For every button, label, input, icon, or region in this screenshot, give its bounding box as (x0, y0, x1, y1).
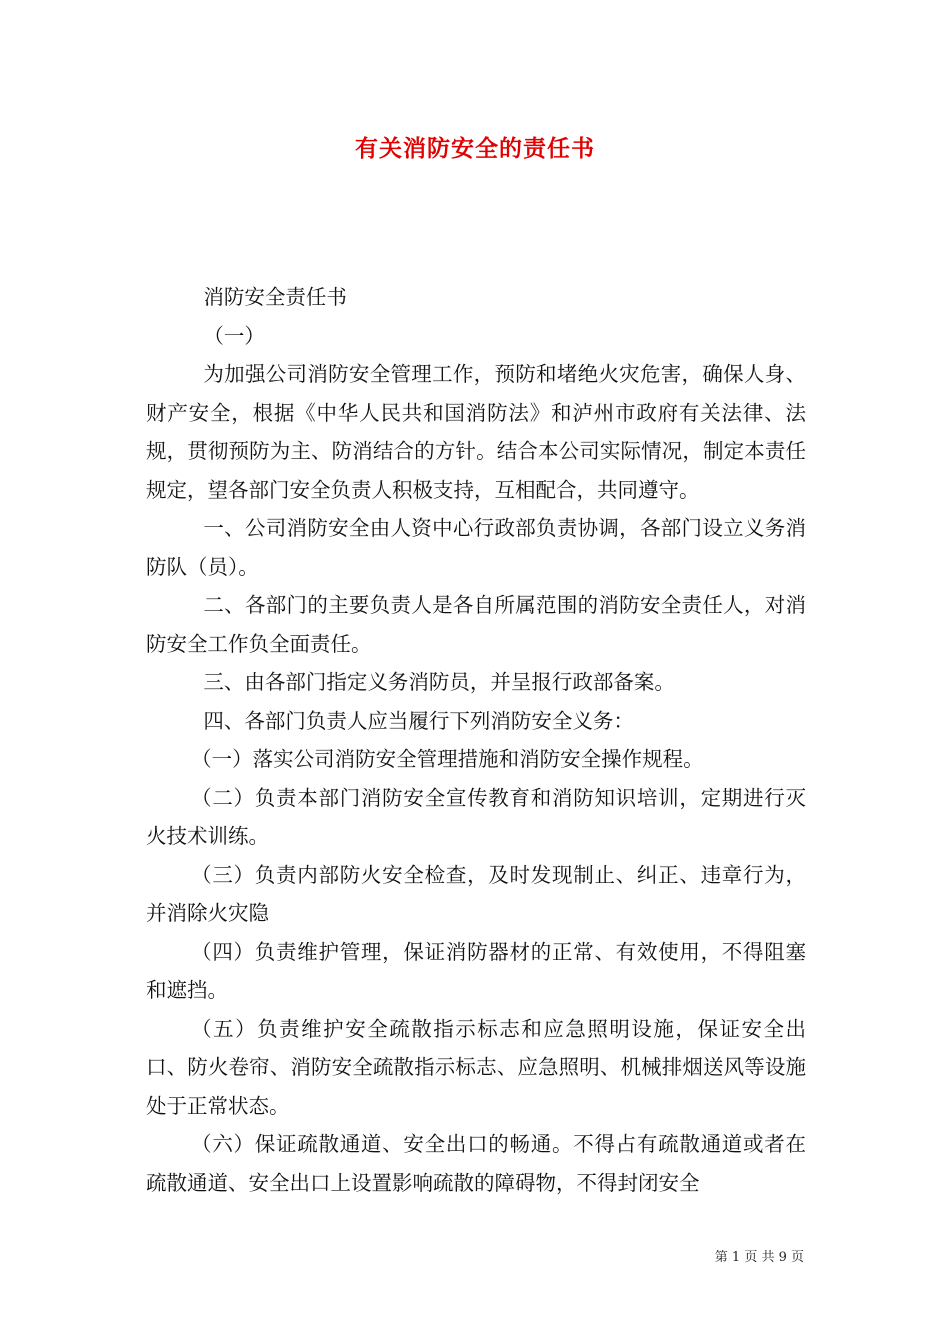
document-body (146, 278, 806, 1202)
section-number: （一） (203, 323, 265, 348)
paragraph-intro: 为加强公司消防安全管理工作，预防和堵绝火灾危害，确保人身、财产安全，根据《中华人民共和国消防法》和泸州市政府有关法律、法规，贯彻预防为主、防消结合的方针。结合本公司实际情况，制定本责任规定，望各部门安全负责人积极支持，互相配合，共同遵守。 (146, 362, 806, 502)
paragraph-item-2: 二、各部门的主要负责人是各自所属范围的消防安全责任人，对消防安全工作负全面责任。 (146, 593, 806, 656)
page-number: 第 1 页 共 9 页 (714, 1250, 804, 1265)
paragraph-subitem-2: （二）负责本部门消防安全宣传教育和消防知识培训，定期进行灭火技术训练。 (146, 785, 806, 848)
paragraph-subitem-6: （六）保证疏散通道、安全出口的畅通。不得占有疏散通道或者在疏散通道、安全出口上设置影响疏散的障碍物，不得封闭安全 (146, 1132, 806, 1195)
paragraph-subitem-1: （一）落实公司消防安全管理措施和消防安全操作规程。 (191, 747, 704, 771)
section-heading: 消防安全责任书 (203, 285, 347, 309)
paragraph-item-3: 三、由各部门指定义务消防员，并呈报行政部备案。 (203, 670, 675, 694)
paragraph-subitem-4: （四）负责维护管理，保证消防器材的正常、有效使用，不得阻塞和遮挡。 (146, 939, 806, 1002)
paragraph-item-1: 一、公司消防安全由人资中心行政部负责协调，各部门设立义务消防队（员）。 (146, 516, 806, 579)
paragraph-subitem-5: （五）负责维护安全疏散指示标志和应急照明设施，保证安全出口、防火卷帘、消防安全疏散指示标志、应急照明、机械排烟送风等设施处于正常状态。 (146, 1016, 806, 1118)
paragraph-item-4: 四、各部门负责人应当履行下列消防安全义务： (203, 708, 634, 733)
page-title: 有关消防安全的责任书 (355, 135, 595, 162)
paragraph-subitem-3: （三）负责内部防火安全检查，及时发现制止、纠正、违章行为，并消除火灾隐 (146, 862, 806, 925)
